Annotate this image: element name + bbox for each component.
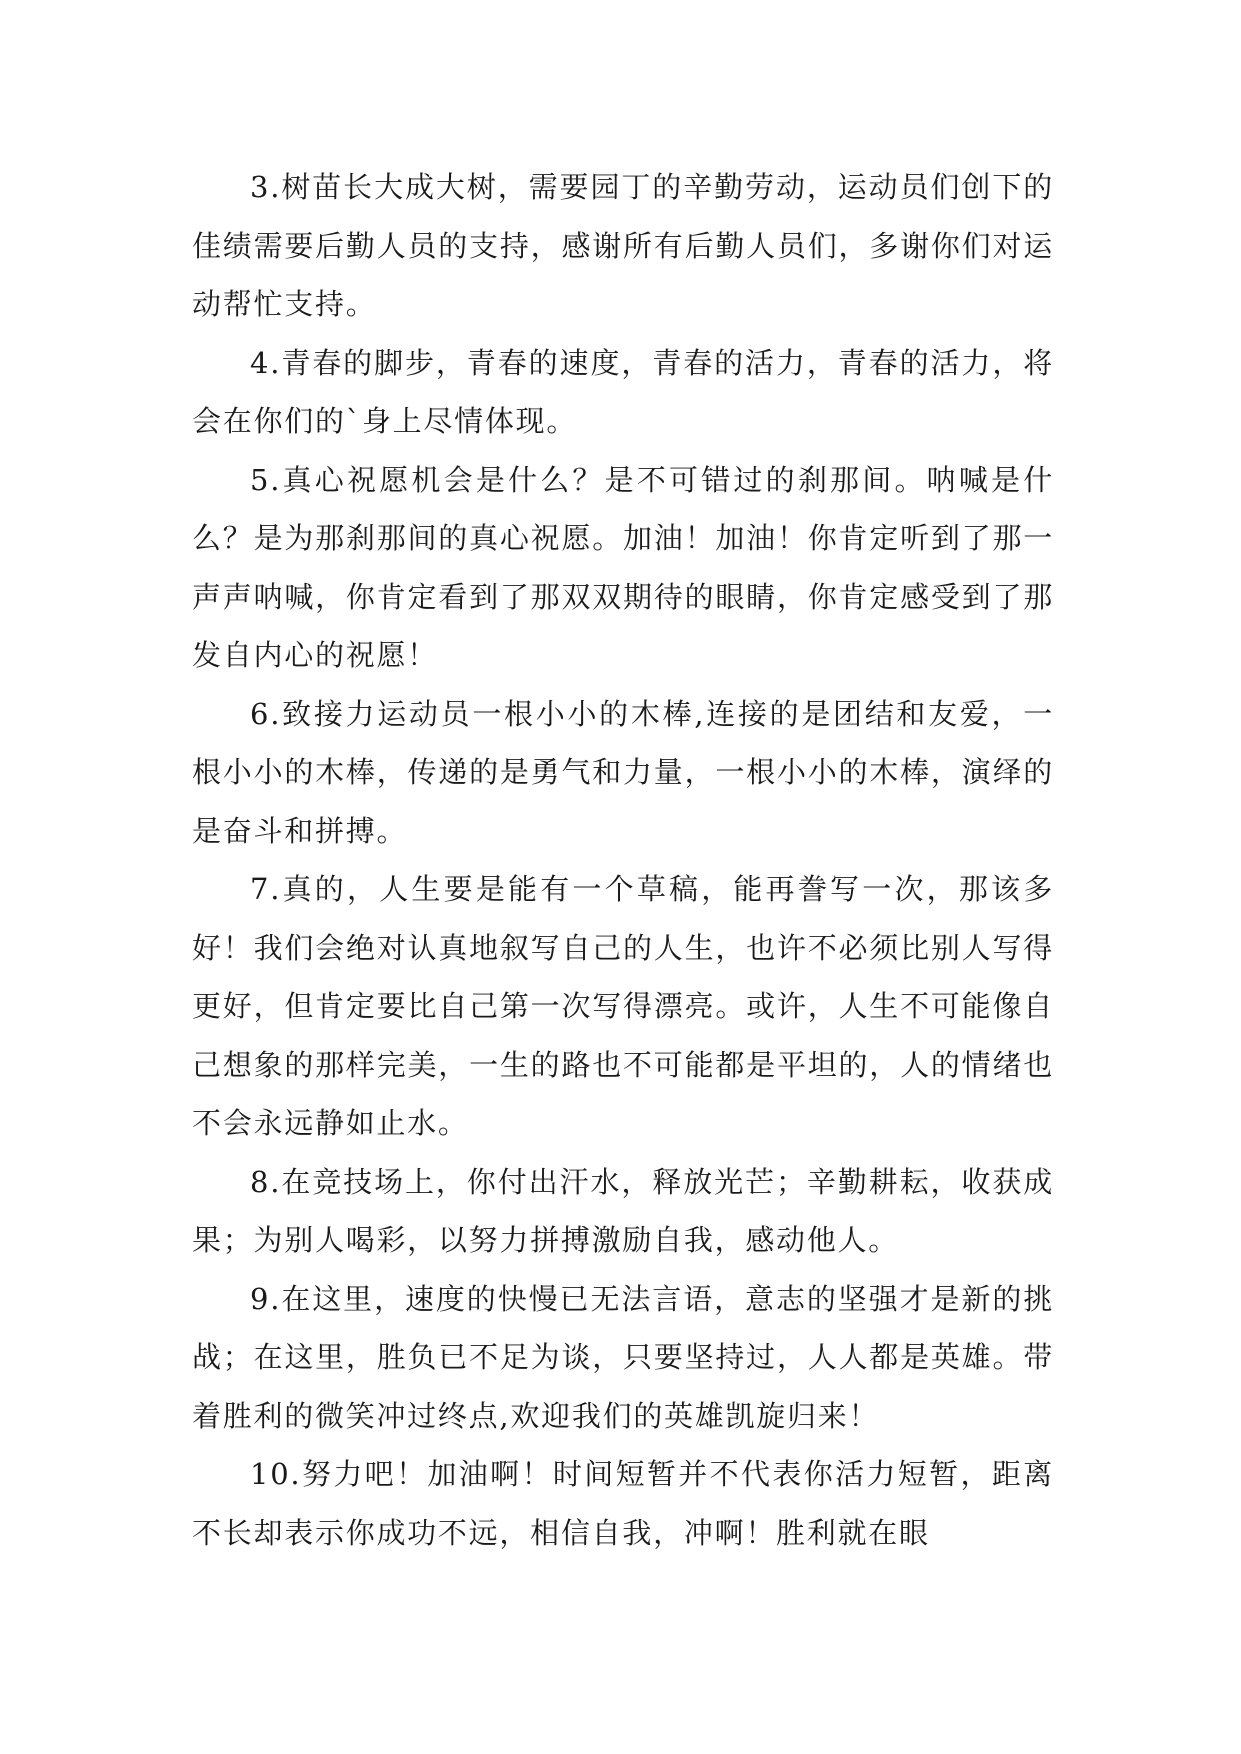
document-body <box>192 158 1054 1562</box>
paragraph-9: 9.在这里，速度的快慢已无法言语，意志的坚强才是新的挑战；在这里，胜负已不足为谈，只要坚持过，人人都是英雄。带着胜利的微笑冲过终点,欢迎我们的英雄凯旋归来！ <box>192 1281 1054 1433</box>
paragraph-3: 3.树苗长大成大树，需要园丁的辛勤劳动，运动员们创下的佳绩需要后勤人员的支持，感谢所有后勤人员们，多谢你们对运动帮忙支持。 <box>192 170 1054 321</box>
paragraph-7: 7.真的，人生要是能有一个草稿，能再誊写一次，那该多好！我们会绝对认真地叙写自己的人生，也许不必须比别人写得更好，但肯定要比自己第一次写得漂亮。或许，人生不可能像自己想象的那样完美，一生的路也不可能都是平坦的，人的情绪也不会永远静如止水。 <box>192 872 1054 1140</box>
paragraph-6: 6.致接力运动员一根小小的木棒,连接的是团结和友爱，一根小小的木棒，传递的是勇气和力量，一根小小的木棒，演绎的是奋斗和拼搏。 <box>192 696 1054 848</box>
paragraph-4: 4.青春的脚步，青春的速度，青春的活力，青春的活力，将会在你们的`身上尽情体现。 <box>192 345 1054 438</box>
paragraph-8: 8.在竞技场上，你付出汗水，释放光芒；辛勤耕耘，收获成果；为别人喝彩，以努力拼搏激励自我，感动他人。 <box>192 1164 1054 1257</box>
paragraph-10: 10.努力吧！加油啊！时间短暂并不代表你活力短暂，距离不长却表示你成功不远，相信自我，冲啊！胜利就在眼 <box>192 1457 1054 1550</box>
paragraph-5: 5.真心祝愿机会是什么？是不可错过的刹那间。呐喊是什么？是为那刹那间的真心祝愿。加油！加油！你肯定听到了那一声声呐喊，你肯定看到了那双双期待的眼睛，你肯定感受到了那发自内心的祝愿！ <box>192 462 1054 672</box>
